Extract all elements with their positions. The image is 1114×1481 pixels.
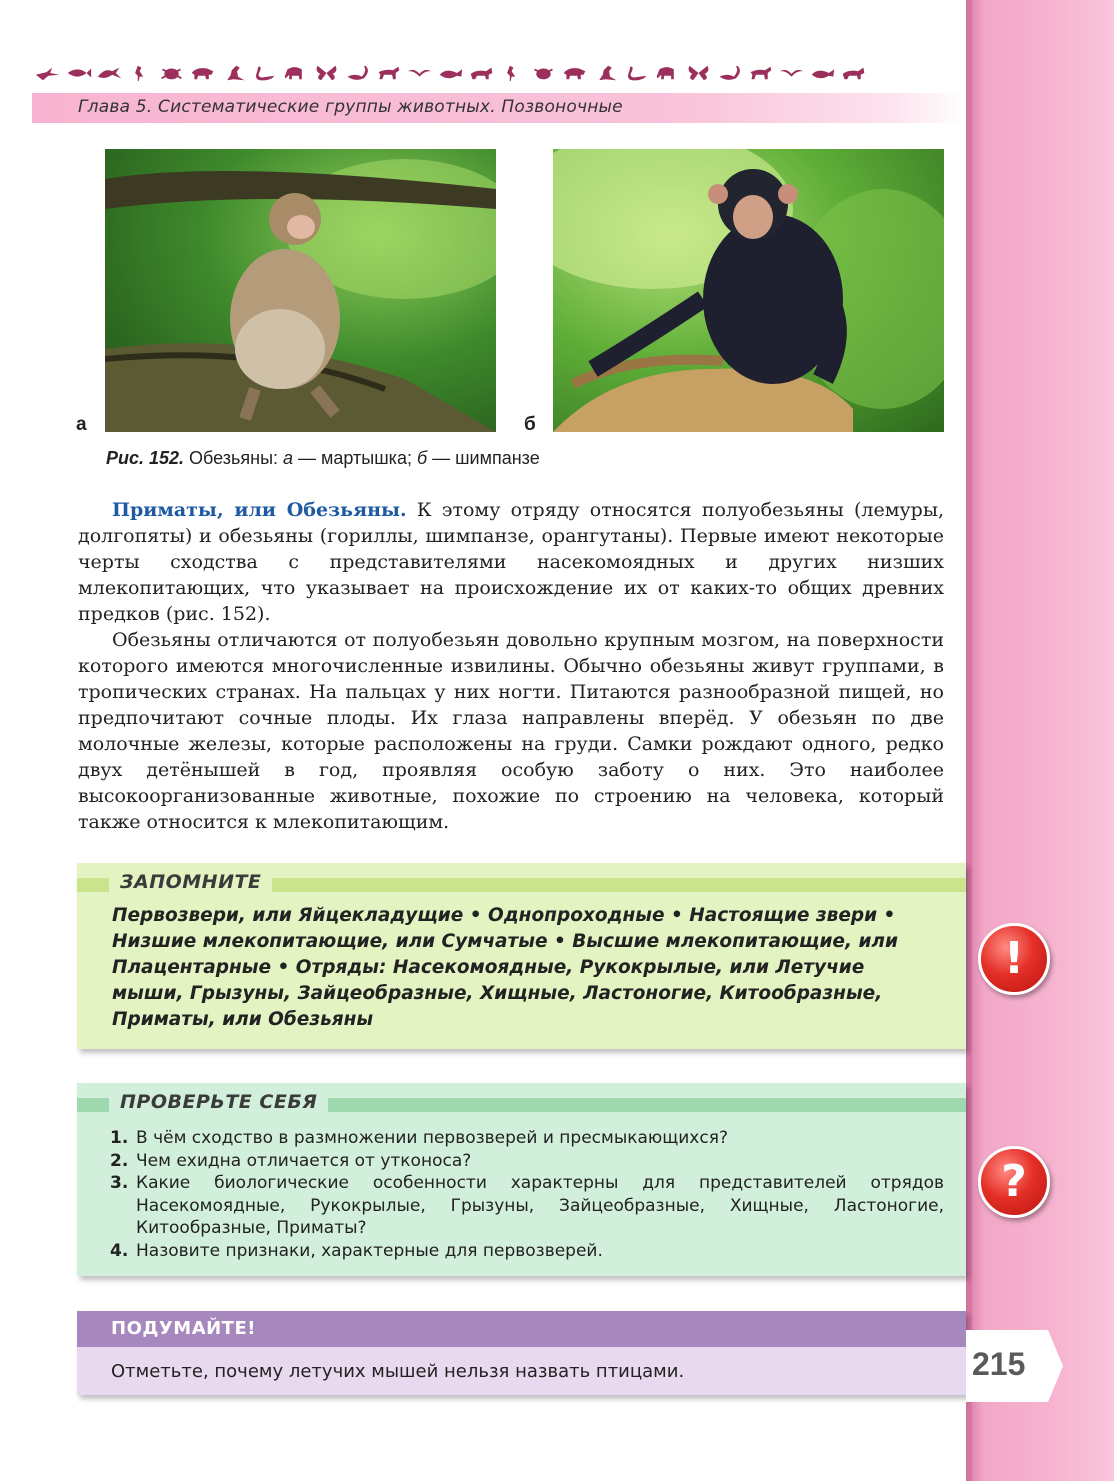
remember-box <box>77 863 966 1049</box>
question-number: 3. <box>110 1173 129 1193</box>
heron-silhouette-icon <box>127 62 154 84</box>
question-item <box>110 1240 944 1263</box>
page-edge-band <box>966 0 1114 1481</box>
chapter-title: Глава 5. Систематические группы животных. Позвоночные <box>78 97 623 117</box>
question-text: Назовите признаки, характерные для первозверей. <box>136 1240 603 1261</box>
question-mark-icon: ? <box>978 1146 1050 1218</box>
photo-b-label: б <box>524 414 536 435</box>
animal-silhouettes-row <box>34 60 894 86</box>
remember-text: Первозвери, или Яйцекладущие • Однопроходные • Настоящие звери • Низшие млекопитающие, или Сумчатые • Высшие млекопитающие, или Плацентарные • Отряды: Насекомоядные, Рукокрылые, или Летучие мыши, Грызуны, Зайцеобразные, Хищные, Ластоногие, Китообразные, Приматы, или Обезьяны <box>112 905 898 1030</box>
main-text <box>78 497 944 835</box>
question-number: 4. <box>110 1240 129 1261</box>
kangaroo-silhouette-icon <box>220 62 247 84</box>
caption-a-text: — мартышка; <box>293 448 417 468</box>
swan-silhouette-icon <box>251 62 278 84</box>
page-edge-shadow <box>966 0 972 1481</box>
horse-silhouette-icon <box>375 62 402 84</box>
kangaroo2-silhouette-icon <box>592 62 619 84</box>
butterfly2-silhouette-icon <box>685 62 712 84</box>
question-item <box>110 1127 944 1150</box>
gull-silhouette-icon <box>406 62 433 84</box>
figure-number: Рис. 152. <box>106 448 185 468</box>
wolf2-silhouette-icon <box>840 62 867 84</box>
scorpion2-silhouette-icon <box>716 62 743 84</box>
question-item <box>110 1150 944 1173</box>
photo-macaque <box>105 149 496 432</box>
fish-silhouette-icon <box>65 62 92 84</box>
caption-text: Обезьяны: <box>184 448 284 468</box>
remember-heading: ЗАПОМНИТЕ <box>109 871 272 893</box>
figure-caption <box>106 448 540 469</box>
page-number: 215 <box>972 1346 1026 1382</box>
caption-b-text: — шимпанзе <box>427 448 540 468</box>
whale-silhouette-icon <box>437 62 464 84</box>
photo-a-label: а <box>76 414 87 435</box>
question-text: Чем ехидна отличается от утконоса? <box>136 1150 472 1171</box>
question-number: 1. <box>110 1128 129 1148</box>
check-heading: ПРОВЕРЬТЕ СЕБЯ <box>109 1091 328 1113</box>
exclamation-icon: ! <box>978 923 1050 995</box>
question-text: Какие биологические особенности характерны для представителей отрядов Насекомоядные, Рукокрылые, Грызуны, Зайцеобразные, Хищные, Ластоногие, Китообразные, Приматы? <box>136 1173 944 1238</box>
scorpion-silhouette-icon <box>344 62 371 84</box>
elephant2-silhouette-icon <box>654 62 681 84</box>
think-box <box>77 1311 966 1395</box>
paragraph-1-text: К этому отряду относятся полуобезьяны (лемуры, долгопяты) и обезьяны (гориллы, шимпанзе, орангутаны). Первые имеют некоторые черты сходства с представителями насекомоядных и других низших млекопитающих, что указывает на происхождение их от каких-то общих древних предков (рис. 152). <box>78 499 945 625</box>
wolf-silhouette-icon <box>468 62 495 84</box>
question-text: В чём сходство в размножении первозверей и пресмыкающихся? <box>136 1128 728 1148</box>
beetle-silhouette-icon <box>158 62 185 84</box>
caption-b-letter: б <box>416 448 428 468</box>
question-list <box>110 1127 944 1262</box>
horse2-silhouette-icon <box>747 62 774 84</box>
gull2-silhouette-icon <box>778 62 805 84</box>
think-heading: ПОДУМАЙТЕ! <box>111 1318 256 1339</box>
term-primates: Приматы, или Обезьяны. <box>112 499 407 521</box>
lizard-silhouette-icon <box>96 62 123 84</box>
boar-silhouette-icon <box>189 62 216 84</box>
heron2-silhouette-icon <box>499 62 526 84</box>
boar2-silhouette-icon <box>561 62 588 84</box>
bird-silhouette-icon <box>34 62 61 84</box>
caption-a-letter: а <box>283 448 294 468</box>
swan2-silhouette-icon <box>623 62 650 84</box>
question-item <box>110 1172 944 1240</box>
paragraph-2-text: Обезьяны отличаются от полуобезьян довольно крупным мозгом, на поверхности которого имеются многочисленные извилины. Обычно обезьяны живут группами, в тропических странах. На пальцах у них ногти. Питаются разнообразной пищей, но предпочитают сочные плоды. Их глаза направлены вперёд. У обезьян по две молочные железы, которые расположены на груди. Самки рождают одного, редко двух детёнышей в год, проявляя особую заботу о них. Это наиболее высокоорганизованные животные, похожие по строению на человека, который также относится к млекопитающим. <box>78 629 944 833</box>
beetle2-silhouette-icon <box>530 62 557 84</box>
elephant-silhouette-icon <box>282 62 309 84</box>
check-yourself-box <box>77 1083 966 1276</box>
paragraph-primates <box>78 497 944 627</box>
whale2-silhouette-icon <box>809 62 836 84</box>
think-text: Отметьте, почему летучих мышей нельзя назвать птицами. <box>111 1361 685 1382</box>
butterfly-silhouette-icon <box>313 62 340 84</box>
photo-chimpanzee <box>553 149 944 432</box>
question-number: 2. <box>110 1150 129 1171</box>
